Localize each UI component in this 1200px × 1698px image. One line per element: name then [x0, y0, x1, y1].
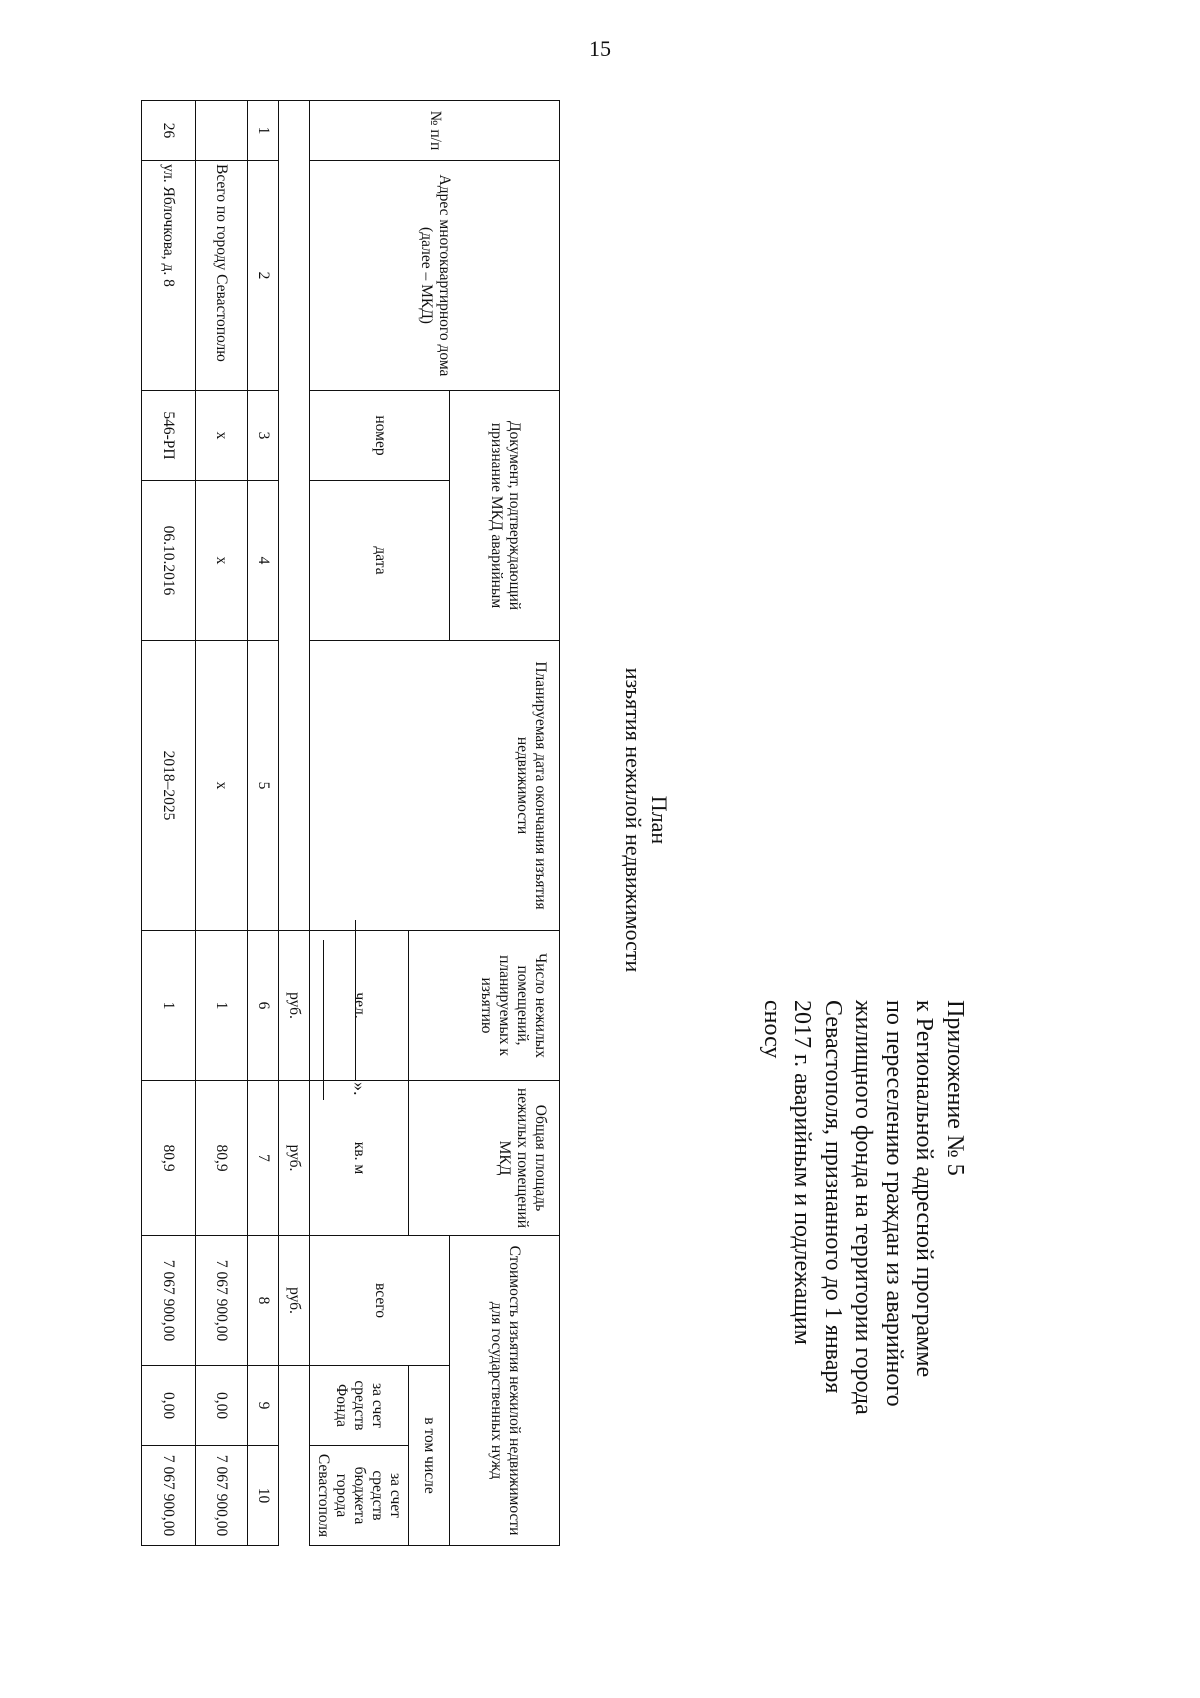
- cell-total: 7 067 900,00: [142, 1236, 196, 1366]
- closing-mark-block: [336, 920, 370, 1120]
- plan-title: План: [647, 795, 672, 845]
- cell-area: 80,9: [195, 1081, 247, 1236]
- column-number-row: [247, 101, 278, 1546]
- rotated-page-content: [100, 60, 1100, 1560]
- header-budget: за счет средств бюджета города Севастополя: [310, 1446, 409, 1546]
- appendix-line: к Региональной адресной программе: [911, 1000, 938, 1378]
- cell-doc-date: x: [195, 481, 247, 641]
- column-number: 7: [247, 1081, 278, 1236]
- cell-count: 1: [195, 931, 247, 1081]
- header-document: Документ, подтверждающий признание МКД аварийным: [450, 391, 560, 641]
- cell-area: 80,9: [142, 1081, 196, 1236]
- header-doc-number: номер: [310, 391, 450, 481]
- appendix-line: жилищного фонда на территории города: [850, 1000, 877, 1415]
- closing-quote: ».: [350, 1082, 370, 1096]
- column-number: 4: [247, 481, 278, 641]
- table-row: [142, 101, 196, 1546]
- column-number: 2: [247, 161, 278, 391]
- cell-budget: 7 067 900,00: [195, 1446, 247, 1546]
- appendix-line: по переселению граждан из аварийного: [881, 1000, 907, 1407]
- column-number: 8: [247, 1236, 278, 1366]
- header-address: Адрес многоквартирного дома (далее – МКД): [310, 161, 560, 391]
- header-num: № п/п: [310, 101, 560, 161]
- unit-count: чел.: [310, 931, 409, 1081]
- cell-address: ул. Яблочкова, д. 8: [142, 161, 196, 391]
- cell-doc-number: x: [195, 391, 247, 481]
- appendix-line: сносу: [759, 1000, 785, 1059]
- closing-line: [323, 940, 324, 1100]
- header-cost: Стоимость изъятия нежилой недвижимости для государственных нужд: [450, 1236, 560, 1546]
- appendix-line: Приложение № 5: [942, 1000, 968, 1176]
- cell-doc-date: 06.10.2016: [142, 481, 196, 641]
- table-row: [195, 101, 247, 1546]
- cell-planned-date: 2018–2025: [142, 641, 196, 931]
- header-fund: за счет средств Фонда: [310, 1366, 409, 1446]
- cell-doc-number: 546-РП: [142, 391, 196, 481]
- expropriation-table: [141, 100, 560, 1546]
- plan-subtitle: изъятия нежилой недвижимости: [621, 667, 646, 973]
- cell-count: 1: [142, 931, 196, 1081]
- unit-total: руб.: [278, 931, 309, 1081]
- column-number: 1: [247, 101, 278, 161]
- cell-planned-date: x: [195, 641, 247, 931]
- column-number: 6: [247, 931, 278, 1081]
- closing-line: [355, 920, 356, 1080]
- page-number: 15: [589, 36, 611, 61]
- column-number: 3: [247, 391, 278, 481]
- cell-total: 7 067 900,00: [195, 1236, 247, 1366]
- appendix-line: Севастополя, признанного до 1 января: [820, 1000, 846, 1394]
- header-planned-date: Планируемая дата окончания изъятия недвижимости: [310, 641, 560, 931]
- appendix-block: [757, 1000, 971, 1540]
- cell-num: 26: [142, 101, 196, 161]
- plan-title-block: [620, 580, 672, 1060]
- unit-area: кв. м: [310, 1081, 409, 1236]
- header-total: всего: [310, 1236, 450, 1366]
- cell-address: Всего по городу Севастополю: [195, 161, 247, 391]
- column-number: 10: [247, 1446, 278, 1546]
- header-count: Число нежилых помещений, планируемых к изъятию: [408, 931, 559, 1081]
- column-number: 9: [247, 1366, 278, 1446]
- cell-num: [195, 101, 247, 161]
- header-area: Общая площадь нежилых помещений МКД: [408, 1081, 559, 1236]
- unit-budget: руб.: [278, 1236, 309, 1366]
- header-including: в том числе: [408, 1366, 449, 1546]
- header-doc-date: дата: [310, 481, 450, 641]
- cell-fund: 0,00: [195, 1366, 247, 1446]
- appendix-line: 2017 г. аварийным и подлежащим: [789, 1000, 816, 1345]
- cell-budget: 7 067 900,00: [142, 1446, 196, 1546]
- unit-fund: руб.: [278, 1081, 309, 1236]
- column-number: 5: [247, 641, 278, 931]
- cell-fund: 0,00: [142, 1366, 196, 1446]
